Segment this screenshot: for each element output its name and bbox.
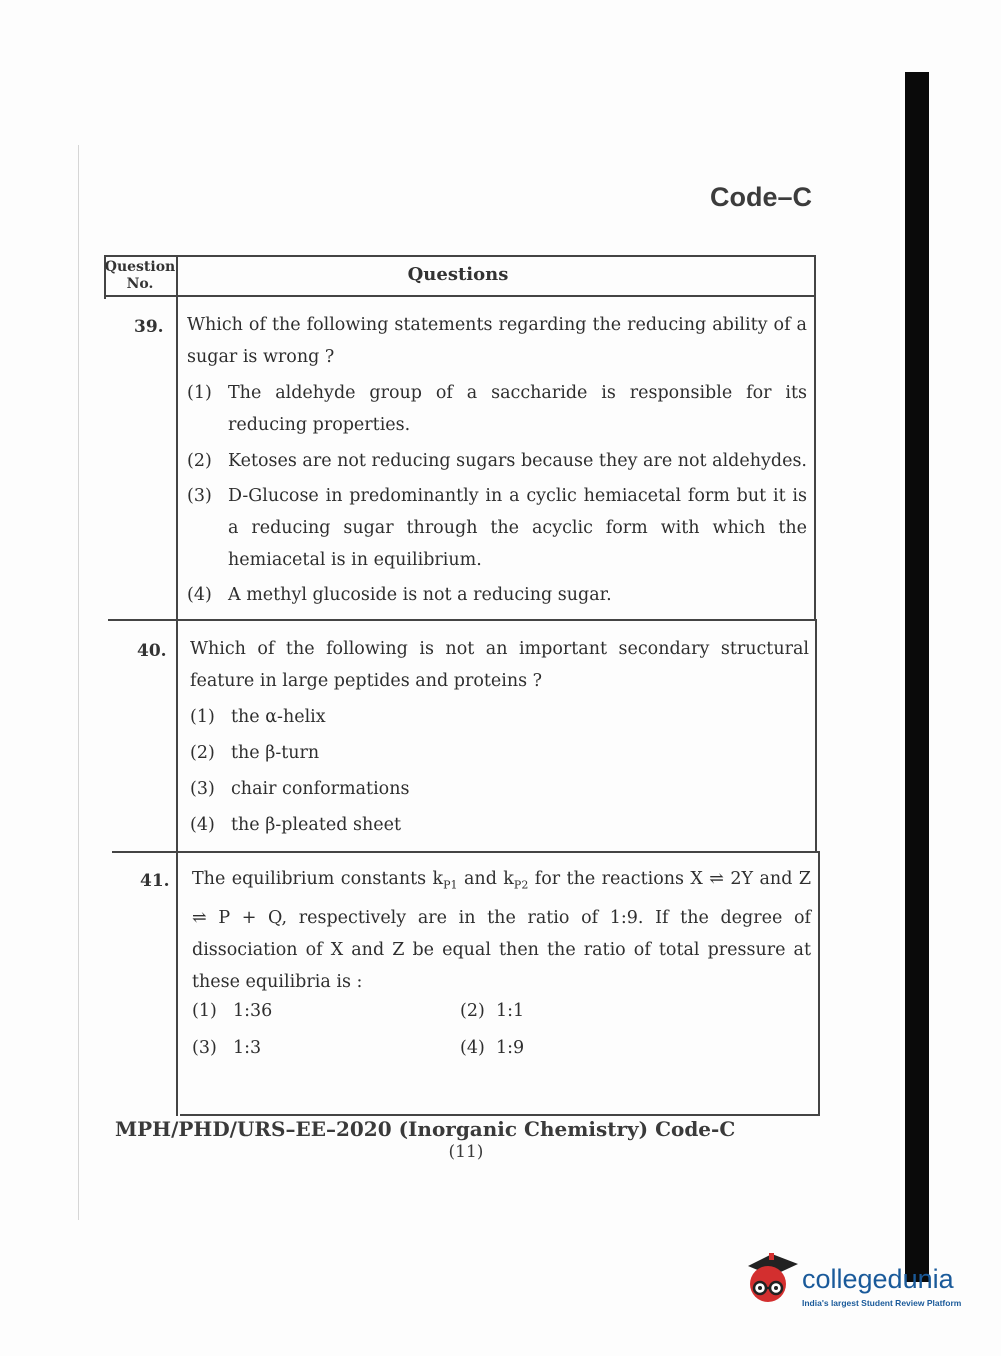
option-text: the β-turn bbox=[231, 743, 320, 763]
option-number: (4) bbox=[187, 585, 212, 605]
option-text: the β-pleated sheet bbox=[231, 815, 401, 835]
option-number: (4) bbox=[460, 1038, 485, 1058]
option-number: (4) bbox=[190, 815, 215, 835]
option-text: The aldehyde group of a saccharide is responsible for its reducing properties. bbox=[228, 383, 807, 435]
option-number: (3) bbox=[187, 486, 212, 506]
row-divider bbox=[112, 851, 818, 853]
logo-tagline: India's largest Student Review Platform bbox=[802, 1298, 962, 1308]
header-divider bbox=[104, 295, 816, 297]
option-number: (2) bbox=[460, 1001, 485, 1021]
option-item bbox=[187, 445, 807, 477]
option-number: (1) bbox=[190, 707, 215, 727]
page-number: (11) bbox=[448, 1142, 484, 1162]
option-number: (3) bbox=[192, 1038, 217, 1058]
questions-table bbox=[104, 255, 820, 1117]
stem-text: for the reactions X ⇌ 2Y and Z ⇌ P + Q, respectively are in the ratio of 1:9. If the degree of dissociation of X and Z be equal then the ratio of total pressure at these equilibria is : bbox=[192, 869, 811, 992]
option-item bbox=[192, 995, 422, 1027]
exam-title-footer: MPH/PHD/URS–EE–2020 (Inorganic Chemistry) Code-C bbox=[115, 1117, 736, 1141]
option-number: (3) bbox=[190, 779, 215, 799]
table-right-border bbox=[814, 255, 816, 621]
option-item bbox=[460, 995, 690, 1027]
option-item bbox=[190, 737, 790, 769]
mascot-icon bbox=[742, 1246, 800, 1312]
option-text: 1:36 bbox=[233, 1001, 273, 1021]
option-text: Ketoses are not reducing sugars because they are not aldehydes. bbox=[228, 451, 807, 471]
option-text: 1:9 bbox=[496, 1038, 525, 1058]
table-top-border bbox=[104, 255, 816, 257]
question-number: 40. bbox=[137, 641, 167, 661]
option-text: D-Glucose in predominantly in a cyclic hemiacetal form but it is a reducing sugar through the acyclic form with which the hemiacetal is in equilibrium. bbox=[228, 486, 807, 570]
option-item bbox=[187, 480, 807, 576]
header-questions: Questions bbox=[407, 264, 509, 285]
stem-text: and k bbox=[457, 869, 514, 889]
option-text: the α-helix bbox=[231, 707, 326, 727]
collegedunia-logo[interactable] bbox=[742, 1246, 972, 1316]
option-item bbox=[190, 701, 790, 733]
subscript: P1 bbox=[443, 878, 458, 892]
option-item bbox=[187, 579, 807, 611]
option-number: (1) bbox=[192, 1001, 217, 1021]
table-bottom-border bbox=[180, 1114, 820, 1116]
option-text: 1:1 bbox=[496, 1001, 525, 1021]
question-number: 39. bbox=[134, 317, 164, 337]
table-right-border bbox=[818, 851, 820, 1116]
option-item bbox=[460, 1032, 690, 1064]
column-divider bbox=[176, 255, 178, 1116]
question-stem: Which of the following is not an important secondary structural feature in large peptides and proteins ? bbox=[190, 639, 809, 691]
option-item bbox=[187, 377, 807, 441]
option-item bbox=[190, 809, 790, 841]
paper-code: Code–C bbox=[709, 182, 812, 212]
table-right-border bbox=[815, 619, 817, 853]
logo-wordmark: collegedunia bbox=[802, 1264, 954, 1294]
question-stem bbox=[192, 863, 811, 998]
option-text: 1:3 bbox=[233, 1038, 262, 1058]
stem-text: The equilibrium constants k bbox=[192, 869, 444, 889]
question-number: 41. bbox=[140, 871, 170, 891]
scan-edge-bar bbox=[905, 72, 929, 1282]
option-item bbox=[192, 1032, 422, 1064]
question-stem: Which of the following statements regarding the reducing ability of a sugar is wrong ? bbox=[187, 315, 807, 367]
header-question-number: Question No. bbox=[104, 259, 176, 292]
row-divider bbox=[108, 619, 816, 621]
option-text: A methyl glucoside is not a reducing sugar. bbox=[228, 585, 612, 605]
option-text: chair conformations bbox=[231, 779, 410, 799]
subscript: P2 bbox=[513, 878, 529, 892]
scan-margin-line bbox=[78, 145, 79, 1220]
option-number: (2) bbox=[190, 743, 215, 763]
option-number: (1) bbox=[187, 383, 212, 403]
option-number: (2) bbox=[187, 451, 212, 471]
option-item bbox=[190, 773, 790, 805]
